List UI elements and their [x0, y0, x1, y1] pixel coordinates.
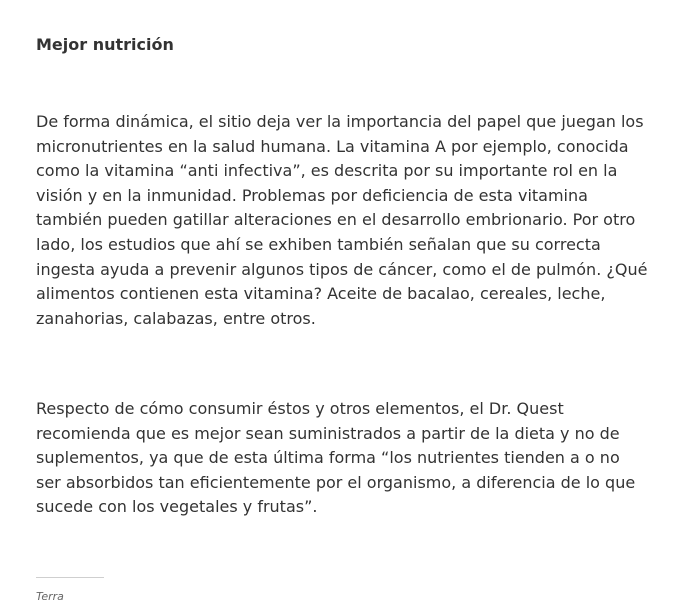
article-paragraph-1: De forma dinámica, el sitio deja ver la importancia del papel que juegan los micronutrientes en la salud humana. La vitamina A por ejemplo, conocida como la vitamina “anti infectiva”, es descrita por su importante rol en la visión y en la inmunidad. Problemas por deficiencia de esta vitamina también pueden gatillar alteraciones en el desarrollo embrionario. Por otro lado, los estudios que ahí se exhiben también señalan que su correcta ingesta ayuda a prevenir algunos tipos de cáncer, como el de pulmón. ¿Qué alimentos contienen esta vitamina? Aceite de bacalao, cereales, leche, zanahorias, calabazas, entre otros. — [36, 112, 648, 328]
source-credit: Terra — [36, 590, 64, 603]
source-divider — [36, 577, 104, 578]
article-heading: Mejor nutrición — [36, 35, 174, 54]
article-paragraph-2: Respecto de cómo consumir éstos y otros elementos, el Dr. Quest recomienda que es mejor sean suministrados a partir de la dieta y no de suplementos, ya que de esta última forma “los nutrientes tienden a o no ser absorbidos tan eficientemente por el organismo, a diferencia de lo que sucede con los vegetales y frutas”. — [36, 399, 636, 517]
